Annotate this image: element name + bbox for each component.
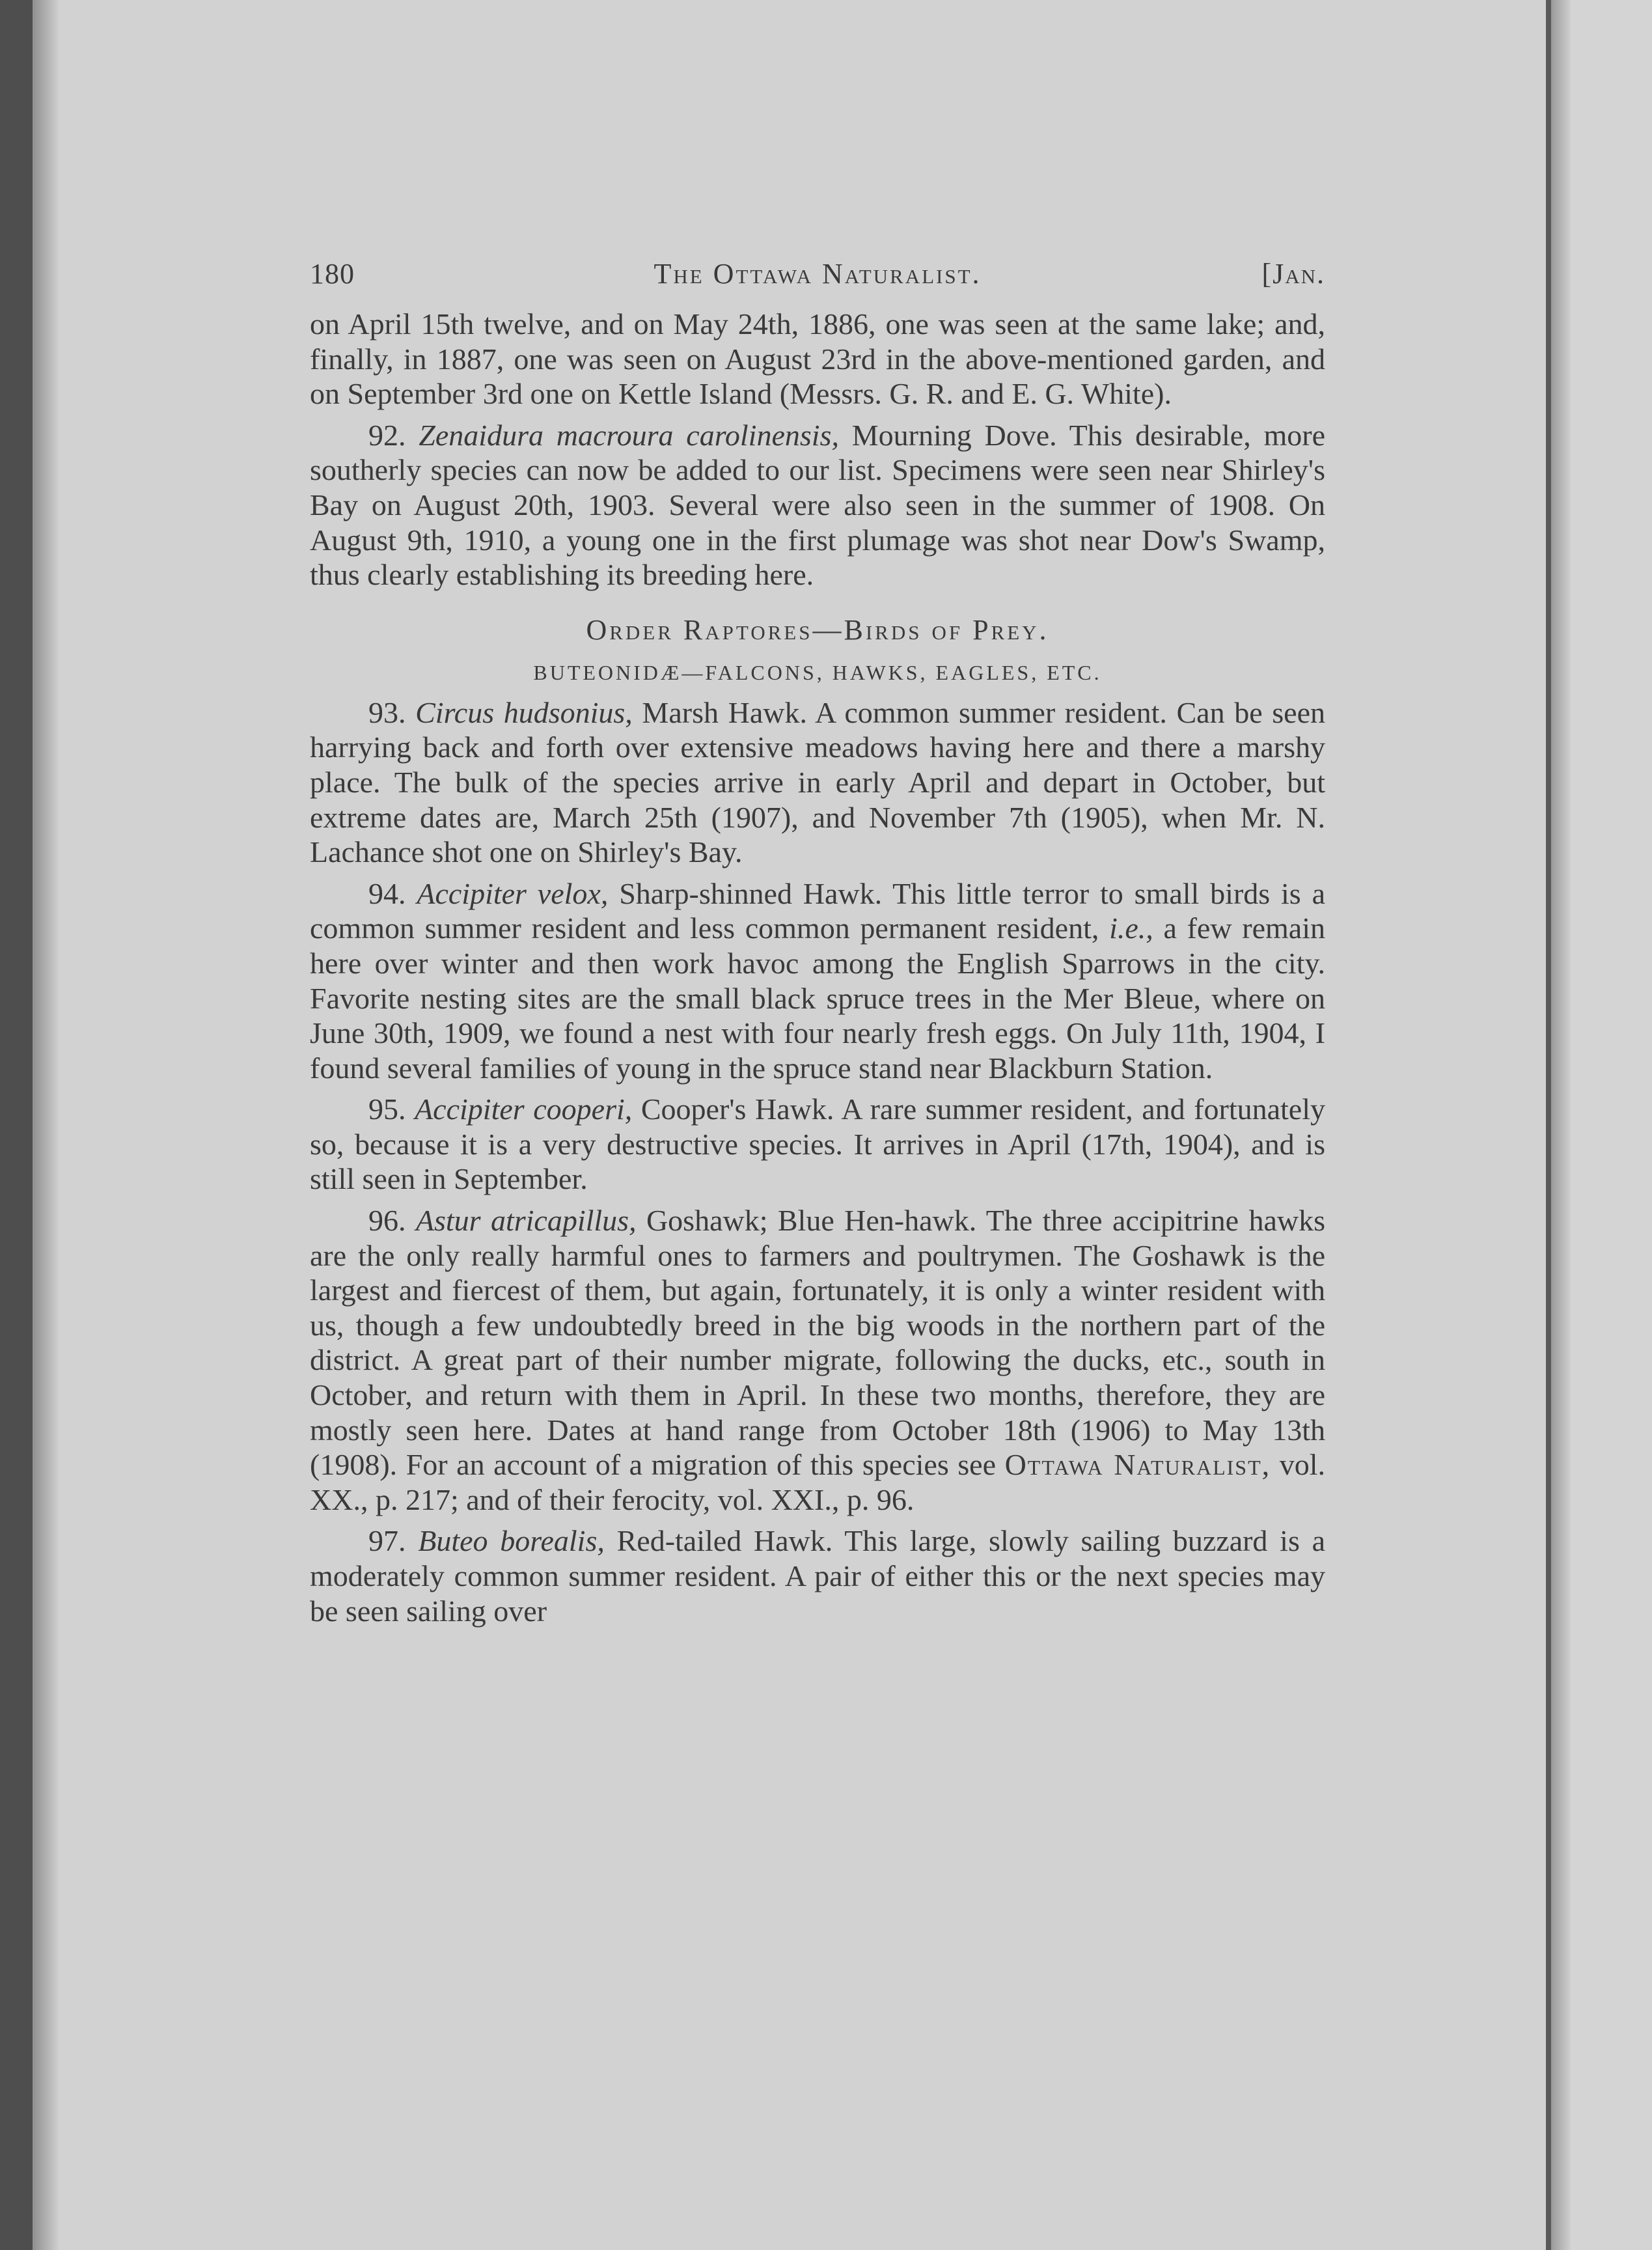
paragraph-continued: on April 15th twelve, and on May 24th, 1886, one was seen at the same lake; and, finally, in 1887, one was seen on August 23rd in the above-mentioned garden, and on September 3rd one on Kettle Island (Messrs. G. R. and E. G. White).: [310, 307, 1325, 411]
entry-text-continued: a few remain here over winter and then work havoc among the English Sparrows in the city. Favorite nesting sites are the small black spruce trees in the Mer Bleue, where on June 30th, 1909, we found a nest with four nearly fresh eggs. On July 11th, 1904, I found several families of young in the spruce stand near Blackburn Station.: [310, 911, 1325, 1085]
facing-page-edge: [1571, 0, 1652, 2250]
entry-text: Marsh Hawk. A common summer resident. Can be seen harrying back and forth over extensive meadows having here and there a marshy place. The bulk of the species arrive in early April and depart in October, but extreme dates are, March 25th (1907), and November 7th (1905), when Mr. N. Lachance shot one on Shirley's Bay.: [310, 695, 1326, 869]
page-number: 180: [310, 258, 355, 290]
scientific-name: Zenaidura macroura carolinensis,: [419, 418, 839, 452]
species-entry-96: [310, 1203, 1325, 1517]
gutter-shadow: [1551, 0, 1571, 2250]
entry-number: 93.: [368, 695, 406, 729]
scientific-name: Astur atricapillus,: [415, 1204, 637, 1238]
gutter-line: [1546, 0, 1551, 2250]
scientific-name: Circus hudsonius,: [415, 695, 633, 729]
entry-text: Goshawk; Blue Hen-hawk. The three accipitrine hawks are the only really harmful ones to farmers and poultrymen. The Goshawk is the largest and fiercest of them, but again, fortunately, it is only a winter resident with us, though a few undoubtedly breed in the big woods in the northern part of the district. A great part of their number migrate, following the ducks, etc., south in October, and return with them in April. In these two months, therefore, they are mostly seen here. Dates at hand range from October 18th (1906) to May 13th (1908). For an account of a migration of this species see: [310, 1204, 1325, 1482]
scientific-name: Accipiter velox,: [417, 876, 609, 910]
order-heading: Order Raptores—Birds of Prey.: [586, 613, 1049, 646]
species-entry-94: [310, 876, 1325, 1086]
species-entry-97: [310, 1523, 1325, 1628]
scientific-name: Accipiter cooperi,: [415, 1092, 633, 1126]
entry-number: 95.: [368, 1092, 406, 1126]
family-heading: BUTEONIDÆ—FALCONS, HAWKS, EAGLES, ETC.: [533, 660, 1102, 684]
running-head: [310, 257, 1325, 296]
species-entry-95: [310, 1092, 1325, 1197]
issue-month: [Jan.: [1261, 258, 1325, 290]
entry-number: 96.: [368, 1204, 406, 1238]
journal-reference: Ottawa Naturalist,: [1004, 1448, 1271, 1482]
scientific-name: Buteo borealis,: [418, 1524, 605, 1558]
binding-shadow-left: [33, 0, 59, 2250]
entry-number: 94.: [368, 876, 406, 910]
entry-text: Mourning Dove. This desirable, more southerly species can now be added to our list. Specimens were seen near Shirley's Bay on August 20th, 1903. Several were also seen in the summer of 1908. On August 9th, 1910, a young one in the first plumage was shot near Dow's Swamp, thus clearly establishing its breeding here.: [310, 418, 1326, 592]
species-entry-93: [310, 695, 1325, 870]
entry-number: 92.: [368, 418, 406, 452]
journal-title: The Ottawa Naturalist.: [654, 258, 982, 290]
page-text-block: [310, 257, 1325, 1628]
entry-text-continued: vol. XX., p. 217; and of their ferocity, vol. XXI., p. 96.: [310, 1448, 1325, 1516]
entry-text: Red-tailed Hawk. This large, slowly sailing buzzard is a moderately common summer resident. A pair of either this or the next species may be seen sailing over: [310, 1524, 1326, 1628]
entry-text: Cooper's Hawk. A rare summer resident, and fortunately so, because it is a very destructive species. It arrives in April (17th, 1904), and is still seen in September.: [310, 1092, 1325, 1196]
entry-text: Sharp-shinned Hawk. This little terror to small birds is a common summer resident and less common permanent resident,: [310, 876, 1325, 945]
entry-number: 97.: [368, 1524, 406, 1558]
abbreviation-ie: i.e.,: [1109, 911, 1153, 945]
species-entry-92: [310, 418, 1325, 592]
binding-edge-left: [0, 0, 33, 2250]
